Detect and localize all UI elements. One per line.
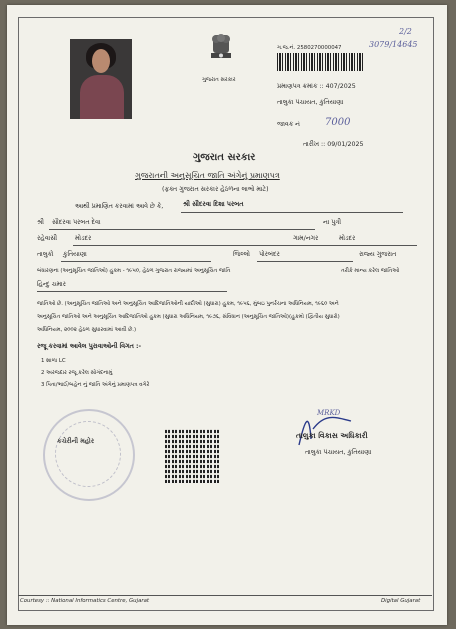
village-label: રહેવાસી (37, 235, 58, 242)
barcode (277, 53, 365, 71)
certificate-subtitle: (ફક્ત ગુજરાત સરકાર હેઠળના લાભો માટે) (162, 186, 269, 193)
jawak-label: જાવક નં (277, 121, 300, 128)
certificate-sheet (7, 5, 447, 625)
registration-number: ગ.જ.નં. 2580270000047 (277, 45, 342, 51)
caste-name: હિન્દુ ચમાર (37, 281, 66, 288)
issue-date: તારીખ :: 09/01/2025 (303, 141, 364, 148)
intro-text: આથી પ્રમાણિત કરવામાં આવે છે કે, (75, 203, 164, 210)
father-name: સૌંદરવા પરબત દેવા (52, 219, 101, 226)
hand-serial: 3079/14645 (369, 40, 418, 49)
certificate-number: પ્રમાણપત્ર ક્રમાંક :: 407/2025 (277, 83, 356, 90)
taluka-value: કુતિયાણા (63, 251, 87, 258)
village-name: મોડદર (75, 235, 92, 242)
state-label: રાજ્ય ગુજરાત (359, 251, 397, 258)
certificate-title: ગુજરાતની અનુસૂચિત જાતિ અંગેનું પ્રમાણપત્ર (135, 171, 280, 180)
taluka-label: તાલુકો (37, 251, 54, 258)
govt-title: ગુજરાત સરકાર (193, 152, 256, 163)
hand-number: 2/2 (399, 27, 412, 36)
applicant-photo (70, 39, 132, 119)
taluka-underline (61, 261, 211, 262)
officer-title: તાલુકા વિકાસ અધિકારી (296, 431, 368, 440)
footer-divider (18, 595, 432, 596)
rule-line: બંધારણના (અનુસૂચિત જાતિઓ) હુકમ - ૧૯૫૦, હેઠળ ગુજરાત રાજ્યમાં અનુસૂચિત જાતિ (37, 268, 231, 274)
village-underline (73, 245, 417, 246)
qr-code (165, 429, 219, 483)
jawak-value: 7000 (325, 117, 351, 128)
relation-prefix: શ્રી (37, 219, 44, 226)
caste-suffix: તરીકે માન્ય કરેલ જાતિઓ (341, 268, 400, 274)
district-underline (257, 261, 353, 262)
emblem-caption: ગુજરાત સરકાર (202, 77, 236, 83)
signature-text: MRKD (317, 409, 341, 417)
officer-office: તાલુકા પંચાયત, કુતિયાણા (305, 449, 372, 456)
village-name-2: મોડદર (339, 235, 356, 242)
issuing-office: તાલુકા પંચાયત, કુતિયાણા (277, 99, 344, 106)
district-label: જિલ્લો (233, 251, 250, 258)
legal-para-2: અનુસૂચિત જાતિઓ અને અનુસૂચિત આદિજાતિઓ હુકમ (સુધારા અધિનિયમ, ૧૯૭૬, સંવિધાન (અનુસૂચિત જાતિઓ)(હુકમો (દ્વિતીય સુધારો) (37, 314, 340, 320)
legal-para-3: અધિનિયમ, ૨૦૦૨ હેઠળ સુધારવામાં આવી છે.) (37, 327, 137, 333)
proof-item: 2 અરજદાર રજૂ કરેલ સોગંદનામું (41, 370, 113, 376)
village-type: ગામ/નગર (293, 235, 319, 242)
seal-text: કચેરીની મહોર (57, 438, 94, 445)
office-seal (43, 409, 135, 501)
caste-underline (37, 291, 227, 292)
person-name: શ્રી સૌંદરવા દિશા પરબત (183, 201, 244, 208)
footer-courtesy: Courtesy :: National Informatics Centre, Gujarat (20, 598, 150, 604)
footer-brand: Digital Gujarat (381, 598, 421, 604)
father-underline (49, 229, 315, 230)
relation-suffix: ના પુત્રી (323, 219, 341, 226)
name-underline (181, 212, 403, 213)
district-value: પોરબંદર (259, 251, 280, 258)
legal-para-1: જાતિઓ છે. (અનુસૂચિત જાતિઓ અને અનુસૂચિત આદિજાતિઓની યાદીઓ (સુધારા) હુકમ, ૧૯૫૬, મુંબઇ પુનર્રચના અધિનિયમ, ૧૯૬૦ અને (37, 301, 339, 307)
proofs-title: રજૂ કરવામાં આવેલ પુરાવાઓની વિગત :- (37, 343, 142, 350)
national-emblem-icon (203, 31, 239, 75)
proof-item: 1 શાળા LC (41, 358, 66, 364)
proof-item: 3 પિતા/ભાઈ/બહેન નું જાતિ અંગેનું પ્રમાણપત્ર વગેરે (41, 382, 150, 388)
